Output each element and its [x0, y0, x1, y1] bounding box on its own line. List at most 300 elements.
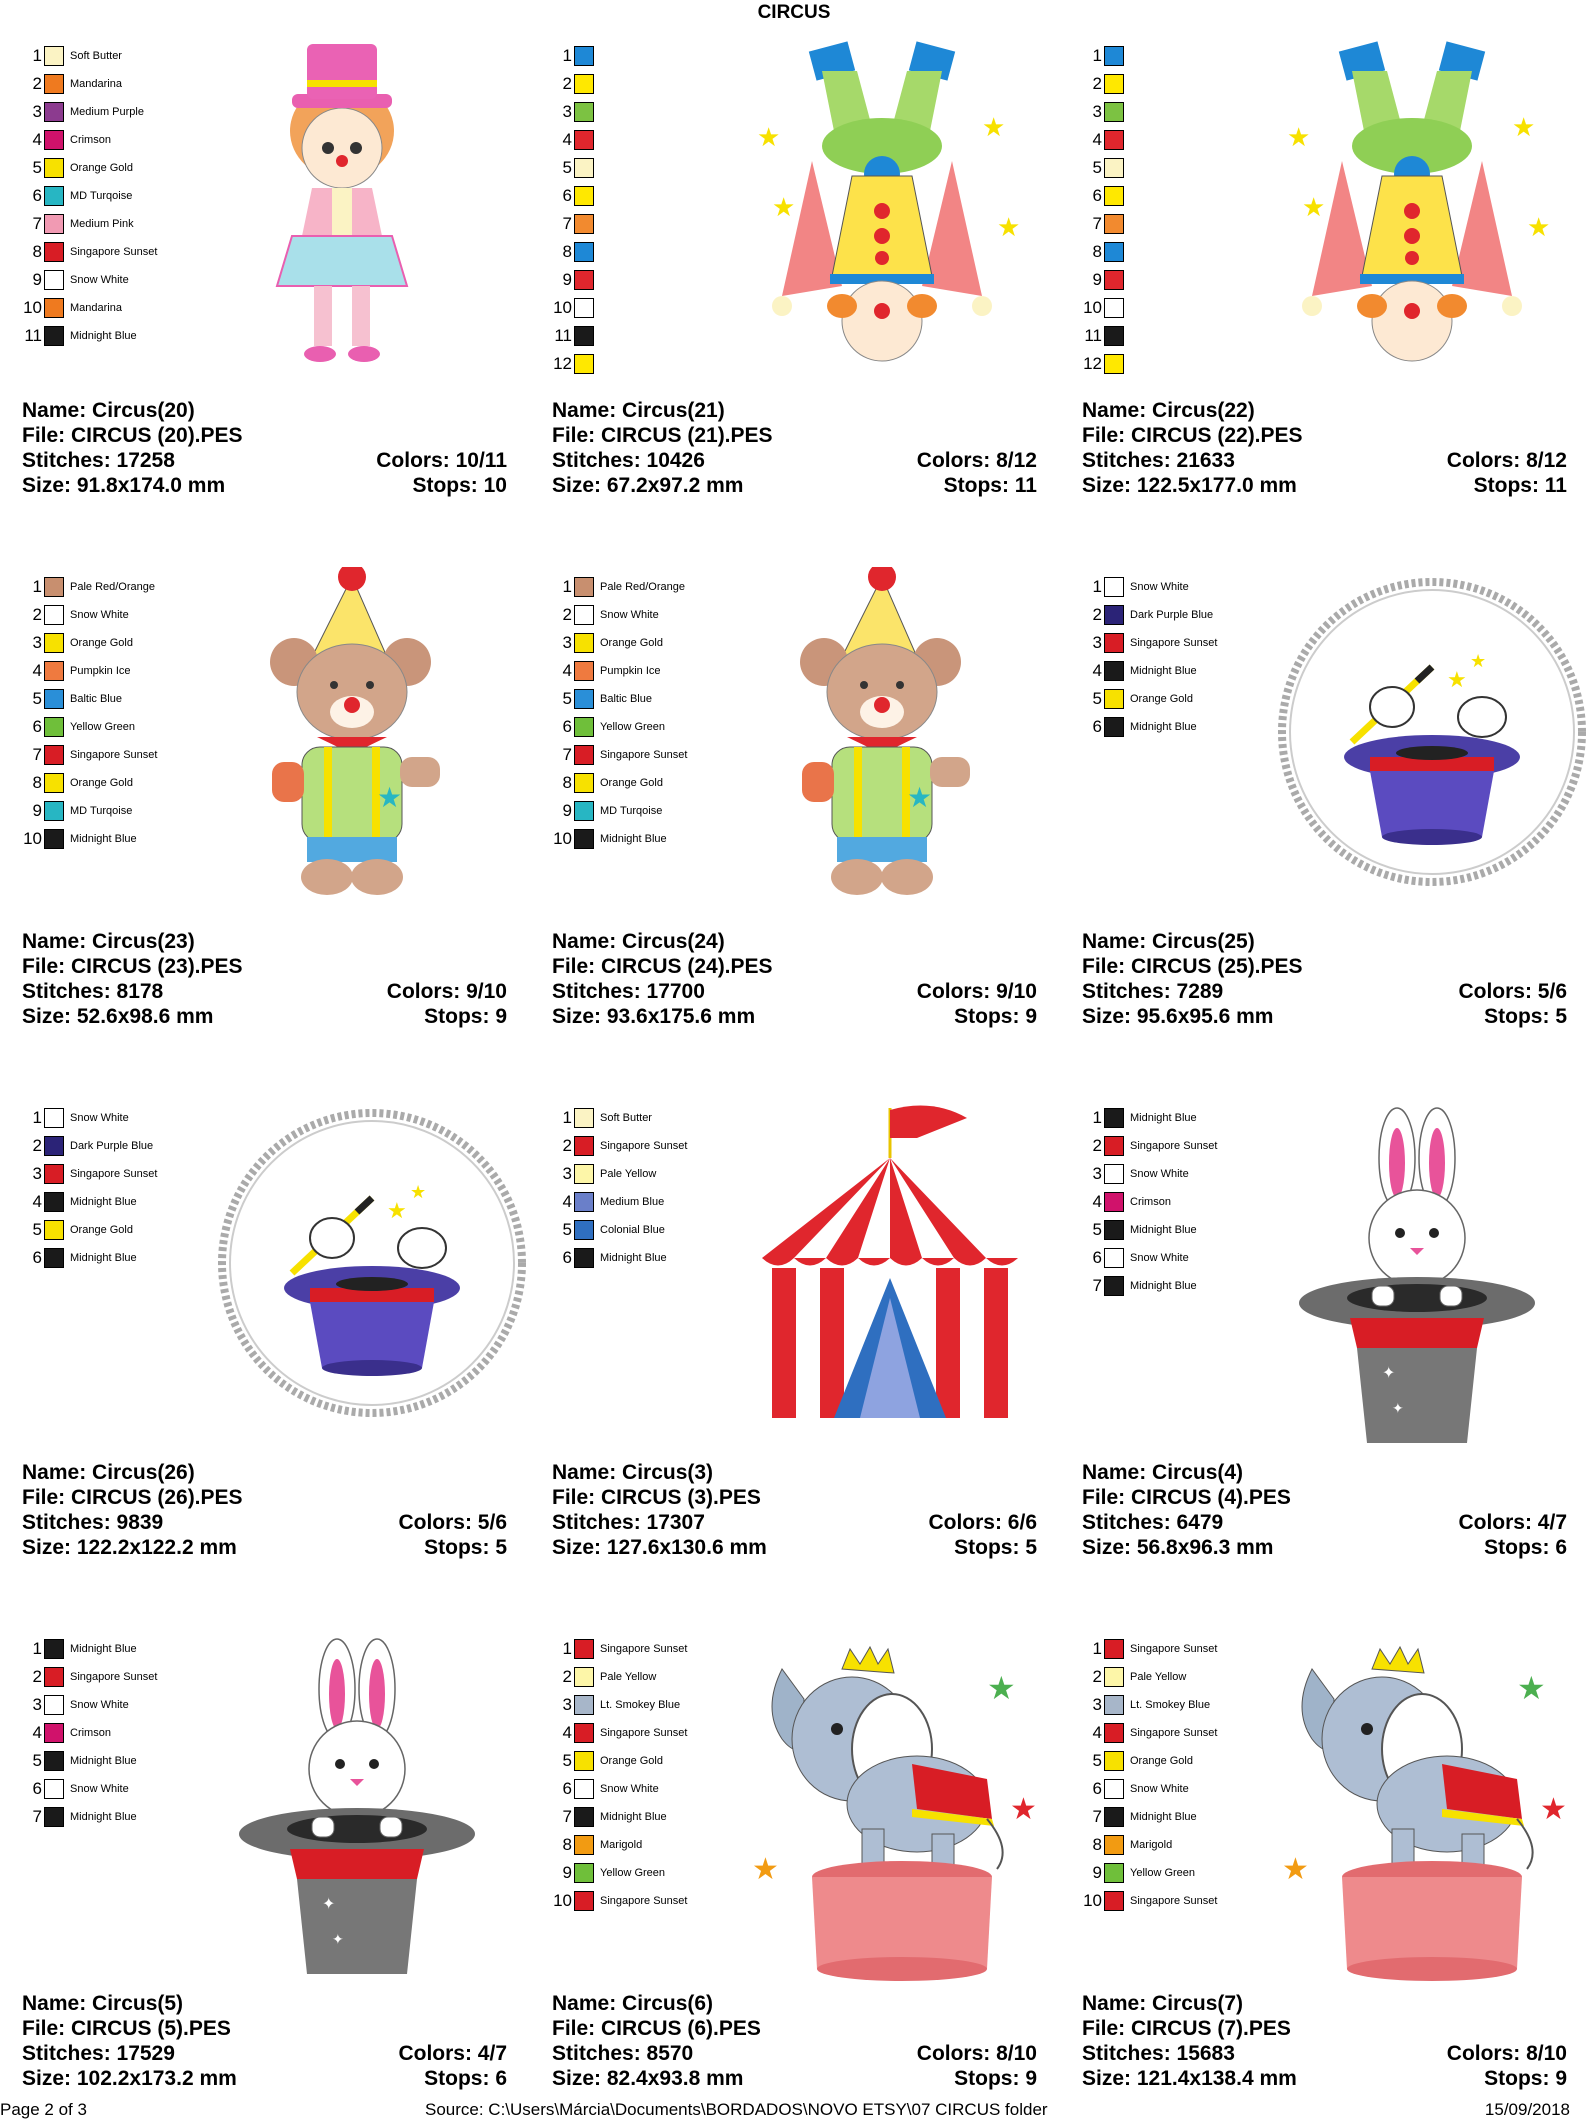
color-swatch [1104, 577, 1124, 597]
design-size: Size: 121.4x138.4 mm [1082, 2067, 1297, 2090]
palette-row [22, 126, 222, 154]
color-count: Colors: 8/12 [1446, 449, 1567, 472]
thread-name: Singapore Sunset [70, 246, 158, 258]
palette-number: 1 [562, 46, 572, 65]
palette-row [1082, 1272, 1282, 1300]
color-swatch [574, 1136, 594, 1156]
palette-number: 1 [562, 1639, 572, 1658]
svg-text:✦: ✦ [1382, 1363, 1396, 1382]
color-swatch [1104, 74, 1124, 94]
stitch-count: Stitches: 9839 [22, 1511, 164, 1534]
palette-row [1082, 294, 1282, 322]
color-swatch [44, 689, 64, 709]
palette-row [552, 1859, 752, 1887]
stitch-count: Stitches: 17529 [22, 2042, 175, 2065]
thread-name: Crimson [70, 1727, 111, 1739]
color-swatch [44, 1807, 64, 1827]
palette-number: 7 [1092, 214, 1102, 233]
thread-name: Orange Gold [70, 1224, 133, 1236]
color-palette [22, 1104, 222, 1272]
stop-count: Stops: 9 [1484, 2067, 1567, 2090]
design-info [1082, 929, 1567, 1029]
design-size: Size: 122.2x122.2 mm [22, 1536, 237, 1559]
palette-row [1082, 685, 1282, 713]
palette-row [552, 1691, 752, 1719]
palette-row [22, 1719, 222, 1747]
thread-name: Orange Gold [1130, 1755, 1193, 1767]
svg-text:★: ★ [997, 213, 1021, 243]
palette-number: 3 [32, 1695, 42, 1714]
thread-name: Singapore Sunset [600, 749, 688, 761]
thread-name: Orange Gold [70, 162, 133, 174]
palette-row [1082, 1887, 1282, 1915]
color-count: Colors: 8/10 [1446, 2042, 1567, 2065]
color-swatch [1104, 1807, 1124, 1827]
color-swatch [1104, 158, 1124, 178]
palette-number: 2 [32, 1667, 42, 1686]
svg-text:★: ★ [387, 1199, 407, 1224]
print-date: 15/09/2018 [1484, 2100, 1570, 2119]
palette-row [552, 126, 752, 154]
palette-row [552, 1663, 752, 1691]
thread-name: Soft Butter [70, 50, 122, 62]
palette-row [22, 573, 222, 601]
color-swatch [44, 773, 64, 793]
stop-count: Stops: 6 [1484, 1536, 1567, 1559]
color-swatch [44, 633, 64, 653]
thread-name: Medium Purple [70, 106, 144, 118]
palette-number: 8 [1092, 242, 1102, 261]
palette-row [552, 322, 752, 350]
color-count: Colors: 6/6 [928, 1511, 1037, 1534]
palette-row [1082, 713, 1282, 741]
palette-row [1082, 126, 1282, 154]
palette-number: 10 [553, 298, 572, 317]
svg-text:★: ★ [1470, 651, 1487, 672]
design-name: Name: Circus(24) [552, 930, 725, 953]
palette-row [22, 825, 222, 853]
color-count: Colors: 4/7 [1458, 1511, 1567, 1534]
palette-number: 2 [32, 74, 42, 93]
design-card [1082, 1629, 1588, 2125]
design-name: Name: Circus(4) [1082, 1461, 1244, 1484]
palette-number: 3 [562, 633, 572, 652]
color-swatch [1104, 46, 1124, 66]
thread-name: Medium Blue [600, 1196, 665, 1208]
palette-number: 9 [562, 1863, 572, 1882]
source-path: Source: C:\Users\Márcia\Documents\BORDADOS\NOVO ETSY\07 CIRCUS folder [425, 2100, 1048, 2119]
stop-count: Stops: 5 [1484, 1005, 1567, 1028]
stitch-count: Stitches: 17258 [22, 449, 175, 472]
design-name: Name: Circus(3) [552, 1461, 714, 1484]
thread-name: Midnight Blue [70, 1755, 137, 1767]
color-swatch [1104, 130, 1124, 150]
design-file: File: CIRCUS (6).PES [552, 2017, 761, 2040]
color-swatch [1104, 242, 1124, 262]
thread-name: Singapore Sunset [1130, 1727, 1218, 1739]
thread-name: Pale Red/Orange [600, 581, 685, 593]
design-name: Name: Circus(22) [1082, 399, 1255, 422]
svg-text:★: ★ [907, 781, 933, 814]
color-swatch [44, 717, 64, 737]
design-info [22, 929, 507, 1029]
svg-text:★: ★ [1302, 193, 1326, 223]
design-card [22, 567, 532, 1087]
palette-number: 10 [23, 298, 42, 317]
color-palette [22, 42, 222, 350]
svg-text:✦: ✦ [332, 1932, 344, 1948]
design-file: File: CIRCUS (20).PES [22, 424, 243, 447]
color-swatch [1104, 1835, 1124, 1855]
design-file: File: CIRCUS (23).PES [22, 955, 243, 978]
design-size: Size: 102.2x173.2 mm [22, 2067, 237, 2090]
color-swatch [574, 270, 594, 290]
palette-number: 5 [562, 689, 572, 708]
palette-number: 3 [562, 102, 572, 121]
palette-number: 9 [32, 270, 42, 289]
palette-row [552, 713, 752, 741]
palette-number: 1 [32, 1108, 42, 1127]
color-swatch [574, 326, 594, 346]
design-info [1082, 1460, 1567, 1560]
color-swatch [44, 74, 64, 94]
palette-number: 7 [32, 214, 42, 233]
color-swatch [44, 577, 64, 597]
palette-row [552, 182, 752, 210]
thread-name: Snow White [1130, 1168, 1189, 1180]
color-swatch [574, 1835, 594, 1855]
color-count: Colors: 9/10 [386, 980, 507, 1003]
thread-name: Pale Yellow [600, 1671, 657, 1683]
thread-name: Orange Gold [70, 637, 133, 649]
thread-name: Dark Purple Blue [1130, 609, 1214, 621]
thread-name: Midnight Blue [1130, 1112, 1197, 1124]
palette-row [22, 70, 222, 98]
palette-row [1082, 1663, 1282, 1691]
thread-name: Singapore Sunset [600, 1895, 688, 1907]
stop-count: Stops: 9 [954, 2067, 1037, 2090]
palette-row [552, 629, 752, 657]
color-palette [1082, 1635, 1282, 1915]
color-swatch [1104, 270, 1124, 290]
color-palette [552, 1635, 752, 1915]
palette-number: 4 [32, 1192, 42, 1211]
palette-number: 11 [554, 326, 572, 345]
thread-name: Midnight Blue [1130, 1280, 1197, 1292]
palette-row [552, 741, 752, 769]
palette-row [22, 629, 222, 657]
color-swatch [44, 1723, 64, 1743]
stop-count: Stops: 11 [943, 474, 1037, 497]
design-name: Name: Circus(25) [1082, 930, 1255, 953]
thread-name: Midnight Blue [1130, 1224, 1197, 1236]
thread-name: Snow White [600, 1783, 659, 1795]
color-swatch [574, 1751, 594, 1771]
thread-name: Midnight Blue [70, 1252, 137, 1264]
thread-name: Midnight Blue [1130, 721, 1197, 733]
design-info [1082, 1991, 1567, 2091]
thread-name: Lt. Smokey Blue [1130, 1699, 1211, 1711]
palette-row [552, 657, 752, 685]
color-swatch [1104, 326, 1124, 346]
color-count: Colors: 9/10 [916, 980, 1037, 1003]
thread-name: Medium Pink [70, 218, 134, 230]
palette-row [22, 1635, 222, 1663]
design-size: Size: 95.6x95.6 mm [1082, 1005, 1274, 1028]
palette-row [552, 1160, 752, 1188]
palette-number: 5 [32, 689, 42, 708]
thread-name: Yellow Green [600, 1867, 666, 1879]
color-swatch [1104, 102, 1124, 122]
palette-row [552, 797, 752, 825]
palette-row [1082, 629, 1282, 657]
palette-number: 8 [562, 1835, 572, 1854]
palette-number: 7 [1092, 1276, 1102, 1295]
svg-text:★: ★ [987, 1669, 1016, 1707]
palette-number: 6 [1092, 186, 1102, 205]
color-swatch [44, 1779, 64, 1799]
color-swatch [1104, 1639, 1124, 1659]
color-count: Colors: 5/6 [1458, 980, 1567, 1003]
thread-name: Singapore Sunset [600, 1140, 688, 1152]
thread-name: Singapore Sunset [1130, 1895, 1218, 1907]
design-info [552, 398, 1037, 498]
palette-number: 6 [562, 1248, 572, 1267]
svg-text:★: ★ [1512, 113, 1536, 143]
color-swatch [44, 130, 64, 150]
color-swatch [44, 829, 64, 849]
palette-number: 2 [32, 605, 42, 624]
svg-text:★: ★ [1540, 1792, 1567, 1827]
palette-number: 4 [562, 661, 572, 680]
color-swatch [574, 102, 594, 122]
palette-row [22, 685, 222, 713]
thread-name: Snow White [1130, 1252, 1189, 1264]
palette-number: 1 [562, 577, 572, 596]
color-palette [1082, 573, 1282, 741]
color-swatch [44, 242, 64, 262]
color-swatch [574, 689, 594, 709]
palette-number: 3 [32, 102, 42, 121]
thread-name: Midnight Blue [70, 1643, 137, 1655]
design-info [552, 1991, 1037, 2091]
palette-row [552, 685, 752, 713]
color-swatch [44, 661, 64, 681]
palette-row [1082, 1803, 1282, 1831]
svg-text:★: ★ [1287, 123, 1311, 153]
palette-number: 8 [562, 242, 572, 261]
palette-row [22, 1803, 222, 1831]
palette-row [552, 1216, 752, 1244]
color-swatch [44, 46, 64, 66]
color-swatch [574, 130, 594, 150]
palette-number: 10 [1083, 1891, 1102, 1910]
stop-count: Stops: 9 [954, 1005, 1037, 1028]
design-name: Name: Circus(23) [22, 930, 195, 953]
thread-name: Singapore Sunset [1130, 637, 1218, 649]
palette-row [22, 769, 222, 797]
design-info [22, 1460, 507, 1560]
palette-row [552, 210, 752, 238]
thread-name: Singapore Sunset [600, 1643, 688, 1655]
color-swatch [1104, 214, 1124, 234]
color-swatch [574, 717, 594, 737]
palette-number: 3 [32, 1164, 42, 1183]
thread-name: Midnight Blue [1130, 1811, 1197, 1823]
palette-number: 5 [562, 1220, 572, 1239]
design-file: File: CIRCUS (26).PES [22, 1486, 243, 1509]
color-palette [22, 1635, 222, 1831]
palette-number: 4 [32, 661, 42, 680]
color-swatch [574, 1248, 594, 1268]
design-grid [22, 36, 1572, 2096]
thread-name: Orange Gold [1130, 693, 1193, 705]
color-swatch [44, 326, 64, 346]
palette-number: 3 [32, 633, 42, 652]
color-count: Colors: 8/12 [916, 449, 1037, 472]
thread-name: Colonial Blue [600, 1224, 665, 1236]
thread-name: Singapore Sunset [70, 1671, 158, 1683]
palette-row [22, 797, 222, 825]
palette-number: 2 [562, 74, 572, 93]
palette-row [552, 238, 752, 266]
palette-number: 3 [562, 1164, 572, 1183]
stop-count: Stops: 5 [954, 1536, 1037, 1559]
palette-row [1082, 154, 1282, 182]
color-swatch [574, 1108, 594, 1128]
color-swatch [574, 1723, 594, 1743]
svg-text:★: ★ [1517, 1669, 1546, 1707]
thread-name: Midnight Blue [70, 833, 137, 845]
color-swatch [574, 1807, 594, 1827]
palette-number: 8 [1092, 1835, 1102, 1854]
color-swatch [574, 633, 594, 653]
svg-text:★: ★ [1527, 213, 1551, 243]
design-size: Size: 56.8x96.3 mm [1082, 1536, 1274, 1559]
design-card [22, 1629, 532, 2125]
svg-text:★: ★ [982, 113, 1006, 143]
thread-name: Orange Gold [70, 777, 133, 789]
thread-name: MD Turqoise [70, 805, 133, 817]
clown-handstand-embroidery-image [742, 36, 1062, 396]
color-count: Colors: 5/6 [398, 1511, 507, 1534]
palette-row [552, 98, 752, 126]
thread-name: Orange Gold [600, 777, 663, 789]
thread-name: Marigold [600, 1839, 643, 1851]
palette-row [22, 294, 222, 322]
design-file: File: CIRCUS (7).PES [1082, 2017, 1291, 2040]
palette-row [1082, 98, 1282, 126]
color-swatch [1104, 1192, 1124, 1212]
thread-name: Soft Butter [600, 1112, 652, 1124]
color-swatch [44, 270, 64, 290]
color-swatch [1104, 1723, 1124, 1743]
color-swatch [574, 773, 594, 793]
palette-row [552, 1775, 752, 1803]
palette-number: 5 [32, 1220, 42, 1239]
color-swatch [574, 829, 594, 849]
color-palette [1082, 1104, 1282, 1300]
palette-number: 6 [1092, 1779, 1102, 1798]
color-swatch [574, 1779, 594, 1799]
palette-number: 9 [32, 801, 42, 820]
palette-row [1082, 1216, 1282, 1244]
palette-row [552, 154, 752, 182]
thread-name: Singapore Sunset [70, 749, 158, 761]
palette-number: 7 [562, 214, 572, 233]
palette-number: 2 [562, 605, 572, 624]
color-swatch [44, 1667, 64, 1687]
circus-tent-embroidery-image [742, 1098, 1062, 1458]
stop-count: Stops: 5 [424, 1536, 507, 1559]
color-palette [552, 573, 752, 853]
color-swatch [574, 242, 594, 262]
stitch-count: Stitches: 10426 [552, 449, 705, 472]
color-swatch [44, 1136, 64, 1156]
design-info [22, 1991, 507, 2091]
thread-name: Pumpkin Ice [70, 665, 131, 677]
palette-number: 4 [562, 130, 572, 149]
color-swatch [574, 1220, 594, 1240]
color-swatch [574, 1667, 594, 1687]
design-card [1082, 1098, 1588, 1618]
thread-name: Midnight Blue [70, 330, 137, 342]
thread-name: MD Turqoise [70, 190, 133, 202]
palette-row [22, 657, 222, 685]
svg-text:★: ★ [377, 781, 403, 814]
color-swatch [1104, 1751, 1124, 1771]
page-title: CIRCUS [757, 2, 831, 23]
clown-bear-embroidery-image [742, 567, 1062, 927]
stitch-count: Stitches: 17307 [552, 1511, 705, 1534]
palette-row [22, 266, 222, 294]
palette-row [22, 741, 222, 769]
color-swatch [44, 1248, 64, 1268]
palette-number: 3 [1092, 1695, 1102, 1714]
palette-number: 7 [562, 1807, 572, 1826]
thread-name: Pumpkin Ice [600, 665, 661, 677]
palette-number: 6 [1092, 1248, 1102, 1267]
palette-row [552, 769, 752, 797]
palette-row [22, 713, 222, 741]
color-swatch [44, 1639, 64, 1659]
color-swatch [44, 158, 64, 178]
thread-name: Pale Red/Orange [70, 581, 155, 593]
palette-number: 10 [23, 829, 42, 848]
palette-number: 4 [32, 1723, 42, 1742]
stop-count: Stops: 6 [424, 2067, 507, 2090]
palette-number: 6 [32, 1248, 42, 1267]
thread-name: Midnight Blue [70, 1196, 137, 1208]
thread-name: Snow White [70, 609, 129, 621]
thread-name: Singapore Sunset [600, 1727, 688, 1739]
color-count: Colors: 10/11 [376, 449, 507, 472]
palette-number: 6 [32, 186, 42, 205]
palette-row [22, 1775, 222, 1803]
palette-number: 1 [1092, 577, 1102, 596]
color-swatch [574, 1164, 594, 1184]
color-swatch [44, 745, 64, 765]
color-swatch [1104, 298, 1124, 318]
palette-number: 6 [562, 717, 572, 736]
palette-number: 4 [1092, 1723, 1102, 1742]
palette-number: 1 [1092, 46, 1102, 65]
palette-number: 11 [1084, 326, 1102, 345]
svg-text:★: ★ [410, 1182, 427, 1203]
palette-number: 6 [32, 1779, 42, 1798]
svg-text:★: ★ [1010, 1792, 1037, 1827]
palette-number: 4 [1092, 661, 1102, 680]
